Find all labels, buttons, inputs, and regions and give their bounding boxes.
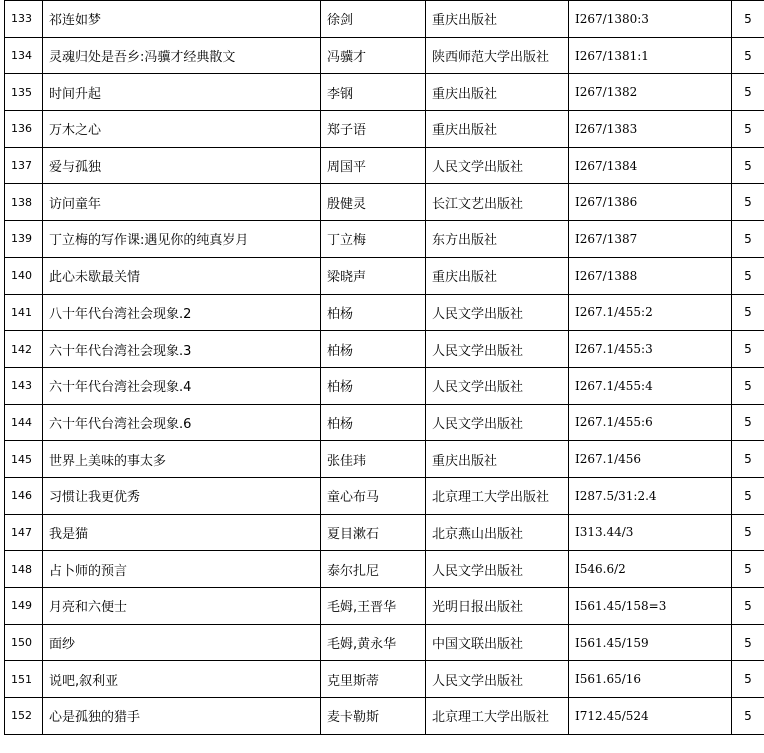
table-row [5,588,764,625]
table-row [5,257,764,294]
book-title-cell: 祁连如梦 [43,1,321,38]
book-title-cell: 此心未歇最关情 [43,257,321,294]
call-number-cell: I313.44/3 [569,514,732,551]
author-cell: 毛姆,黄永华 [321,624,426,661]
table-row [5,331,764,368]
table-body [5,1,764,735]
publisher-cell: 中国文联出版社 [426,624,569,661]
call-number-cell: I267/1388 [569,257,732,294]
publisher-cell: 重庆出版社 [426,1,569,38]
quantity-cell: 5 [732,184,764,221]
author-cell: 柏杨 [321,294,426,331]
author-cell: 丁立梅 [321,221,426,258]
row-number-cell: 133 [5,1,43,38]
call-number-cell: I712.45/524 [569,698,732,735]
table-row [5,37,764,74]
book-title-cell: 灵魂归处是吾乡:冯骥才经典散文 [43,37,321,74]
publisher-cell: 重庆出版社 [426,74,569,111]
call-number-cell: I267/1380:3 [569,1,732,38]
author-cell: 柏杨 [321,331,426,368]
publisher-cell: 陕西师范大学出版社 [426,37,569,74]
book-title-cell: 六十年代台湾社会现象.3 [43,331,321,368]
row-number-cell: 146 [5,477,43,514]
call-number-cell: I287.5/31:2.4 [569,477,732,514]
row-number-cell: 152 [5,698,43,735]
quantity-cell: 5 [732,367,764,404]
book-title-cell: 万木之心 [43,111,321,148]
book-title-cell: 访问童年 [43,184,321,221]
table-row [5,624,764,661]
table-row [5,294,764,331]
row-number-cell: 149 [5,588,43,625]
row-number-cell: 151 [5,661,43,698]
publisher-cell: 重庆出版社 [426,441,569,478]
publisher-cell: 人民文学出版社 [426,404,569,441]
table-row [5,514,764,551]
row-number-cell: 144 [5,404,43,441]
author-cell: 李钢 [321,74,426,111]
quantity-cell: 5 [732,514,764,551]
table-row [5,477,764,514]
quantity-cell: 5 [732,698,764,735]
call-number-cell: I267.1/455:4 [569,367,732,404]
call-number-cell: I267.1/455:6 [569,404,732,441]
table-row [5,551,764,588]
book-title-cell: 世界上美味的事太多 [43,441,321,478]
row-number-cell: 142 [5,331,43,368]
author-cell: 殷健灵 [321,184,426,221]
row-number-cell: 147 [5,514,43,551]
publisher-cell: 光明日报出版社 [426,588,569,625]
table-row [5,404,764,441]
table-row [5,367,764,404]
call-number-cell: I267.1/455:2 [569,294,732,331]
row-number-cell: 135 [5,74,43,111]
call-number-cell: I267/1384 [569,147,732,184]
quantity-cell: 5 [732,147,764,184]
book-list-table [4,0,764,735]
book-title-cell: 我是猫 [43,514,321,551]
publisher-cell: 长江文艺出版社 [426,184,569,221]
author-cell: 柏杨 [321,404,426,441]
book-title-cell: 心是孤独的猎手 [43,698,321,735]
author-cell: 梁晓声 [321,257,426,294]
book-title-cell: 八十年代台湾社会现象.2 [43,294,321,331]
call-number-cell: I561.45/159 [569,624,732,661]
book-title-cell: 说吧,叙利亚 [43,661,321,698]
author-cell: 张佳玮 [321,441,426,478]
call-number-cell: I267/1386 [569,184,732,221]
table-row [5,184,764,221]
quantity-cell: 5 [732,257,764,294]
publisher-cell: 重庆出版社 [426,257,569,294]
row-number-cell: 139 [5,221,43,258]
author-cell: 徐剑 [321,1,426,38]
book-title-cell: 面纱 [43,624,321,661]
row-number-cell: 148 [5,551,43,588]
call-number-cell: I561.45/158=3 [569,588,732,625]
quantity-cell: 5 [732,588,764,625]
book-title-cell: 占卜师的预言 [43,551,321,588]
row-number-cell: 150 [5,624,43,661]
author-cell: 毛姆,王晋华 [321,588,426,625]
publisher-cell: 人民文学出版社 [426,147,569,184]
table-row [5,221,764,258]
table-row [5,74,764,111]
publisher-cell: 人民文学出版社 [426,367,569,404]
publisher-cell: 人民文学出版社 [426,551,569,588]
author-cell: 郑子语 [321,111,426,148]
book-title-cell: 时间升起 [43,74,321,111]
quantity-cell: 5 [732,1,764,38]
row-number-cell: 140 [5,257,43,294]
author-cell: 麦卡勒斯 [321,698,426,735]
quantity-cell: 5 [732,111,764,148]
author-cell: 泰尔扎尼 [321,551,426,588]
author-cell: 周国平 [321,147,426,184]
quantity-cell: 5 [732,477,764,514]
publisher-cell: 东方出版社 [426,221,569,258]
table-row [5,698,764,735]
book-title-cell: 爱与孤独 [43,147,321,184]
call-number-cell: I546.6/2 [569,551,732,588]
row-number-cell: 136 [5,111,43,148]
table-row [5,111,764,148]
book-title-cell: 月亮和六便士 [43,588,321,625]
call-number-cell: I267.1/456 [569,441,732,478]
author-cell: 夏目漱石 [321,514,426,551]
publisher-cell: 重庆出版社 [426,111,569,148]
author-cell: 童心布马 [321,477,426,514]
quantity-cell: 5 [732,624,764,661]
call-number-cell: I267/1383 [569,111,732,148]
row-number-cell: 137 [5,147,43,184]
book-title-cell: 六十年代台湾社会现象.6 [43,404,321,441]
call-number-cell: I267.1/455:3 [569,331,732,368]
row-number-cell: 134 [5,37,43,74]
row-number-cell: 138 [5,184,43,221]
quantity-cell: 5 [732,661,764,698]
quantity-cell: 5 [732,37,764,74]
publisher-cell: 北京理工大学出版社 [426,477,569,514]
row-number-cell: 145 [5,441,43,478]
table-row [5,441,764,478]
book-title-cell: 习惯让我更优秀 [43,477,321,514]
call-number-cell: I267/1387 [569,221,732,258]
quantity-cell: 5 [732,221,764,258]
publisher-cell: 人民文学出版社 [426,661,569,698]
table-row [5,147,764,184]
author-cell: 克里斯蒂 [321,661,426,698]
call-number-cell: I267/1382 [569,74,732,111]
quantity-cell: 5 [732,404,764,441]
publisher-cell: 北京燕山出版社 [426,514,569,551]
publisher-cell: 北京理工大学出版社 [426,698,569,735]
row-number-cell: 143 [5,367,43,404]
table-row [5,661,764,698]
call-number-cell: I267/1381:1 [569,37,732,74]
call-number-cell: I561.65/16 [569,661,732,698]
table-row [5,1,764,38]
quantity-cell: 5 [732,331,764,368]
publisher-cell: 人民文学出版社 [426,294,569,331]
book-title-cell: 六十年代台湾社会现象.4 [43,367,321,404]
publisher-cell: 人民文学出版社 [426,331,569,368]
quantity-cell: 5 [732,441,764,478]
author-cell: 柏杨 [321,367,426,404]
quantity-cell: 5 [732,74,764,111]
quantity-cell: 5 [732,294,764,331]
row-number-cell: 141 [5,294,43,331]
quantity-cell: 5 [732,551,764,588]
book-title-cell: 丁立梅的写作课:遇见你的纯真岁月 [43,221,321,258]
author-cell: 冯骥才 [321,37,426,74]
